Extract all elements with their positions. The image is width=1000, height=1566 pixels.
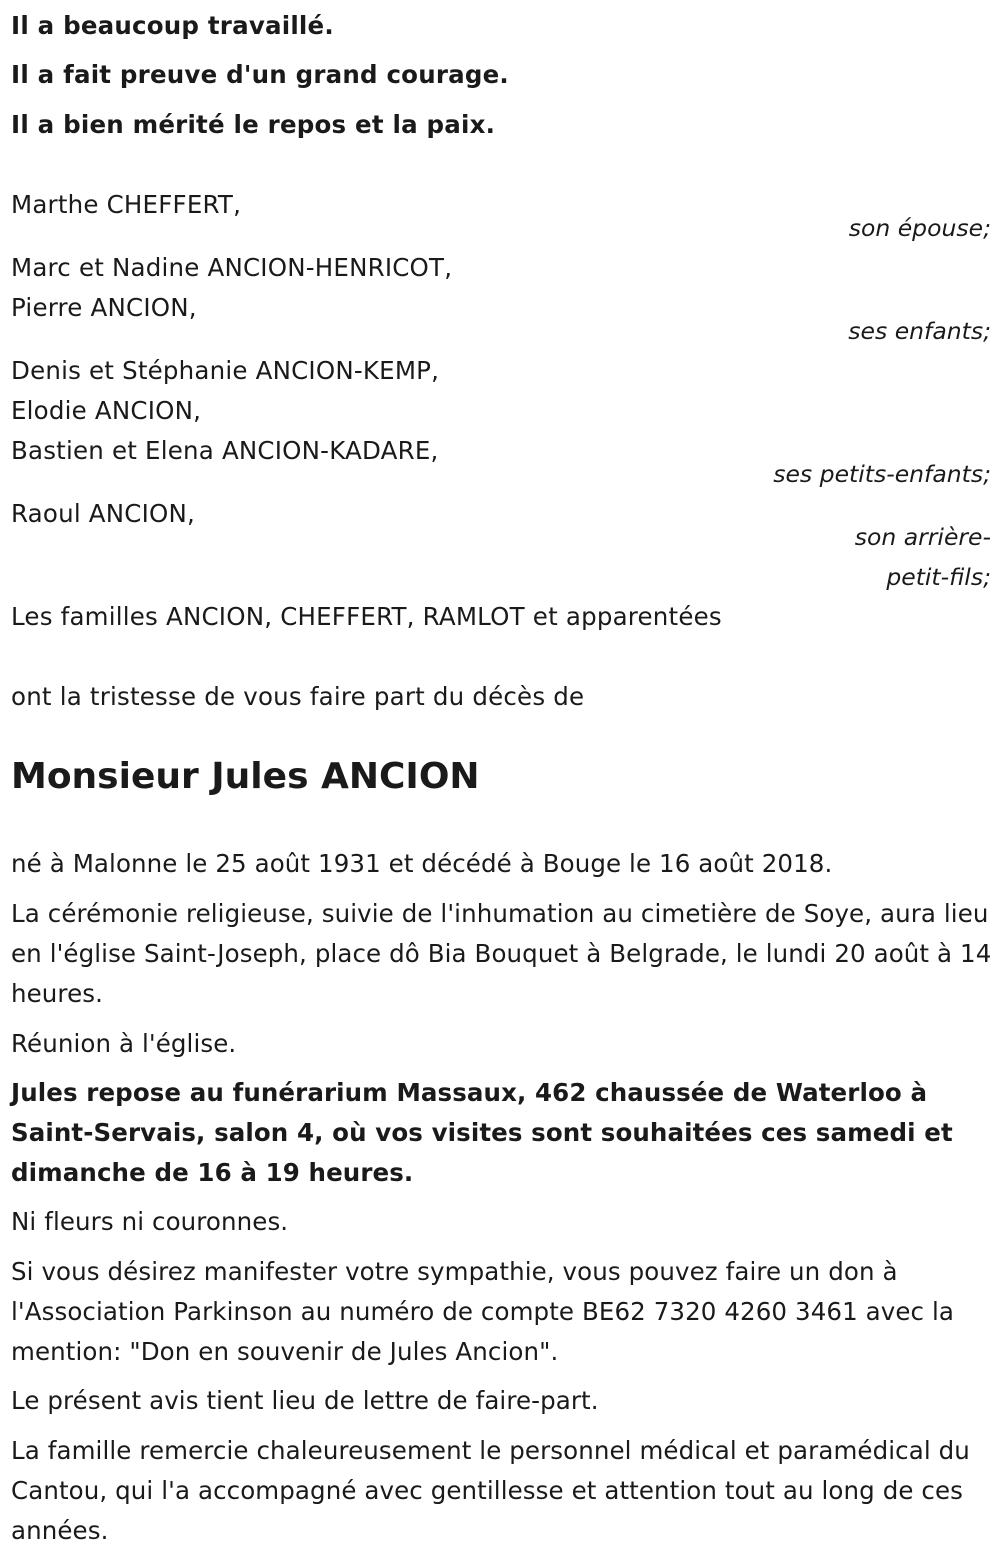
great-grandchild-role-line-1: son arrière- bbox=[854, 523, 991, 551]
birth-death-text: né à Malonne le 25 août 1931 et décédé à Bouge le 16 août 2018. bbox=[11, 849, 833, 878]
spouse-name: Marthe CHEFFERT, bbox=[11, 190, 242, 219]
spouse-role: son épouse; bbox=[848, 214, 991, 242]
extended-families: Les familles ANCION, CHEFFERT, RAMLOT et apparentées bbox=[11, 602, 722, 631]
children-role: ses enfants; bbox=[848, 317, 991, 345]
intro-line-3: Il a bien mérité le repos et la paix. bbox=[11, 110, 496, 139]
meeting-text: Réunion à l'église. bbox=[11, 1029, 237, 1058]
announcement-text: ont la tristesse de vous faire part du décès de bbox=[11, 682, 585, 711]
thanks-text: La famille remercie chaleureusement le personnel médical et paramédical du Cantou, qui l'a accompagné avec gentillesse et attention tout au long de ces années. bbox=[11, 1436, 970, 1545]
great-grandchild-role-line-2: petit-fils; bbox=[886, 563, 991, 591]
notice-text: Le présent avis tient lieu de lettre de faire-part. bbox=[11, 1386, 599, 1415]
deceased-name: Monsieur Jules ANCION bbox=[11, 756, 480, 797]
funeral-home-text: Jules repose au funérarium Massaux, 462 chaussée de Waterloo à Saint-Servais, salon 4, où vos visites sont souhaitées ces samedi et dimanche de 16 à 19 heures. bbox=[11, 1078, 953, 1187]
grandchild-name: Elodie ANCION, bbox=[11, 396, 202, 425]
child-name: Marc et Nadine ANCION-HENRICOT, bbox=[11, 253, 453, 282]
intro-line-1: Il a beaucoup travaillé. bbox=[11, 11, 334, 40]
grandchild-name: Bastien et Elena ANCION-KADARE, bbox=[11, 436, 439, 465]
great-grandchild-name: Raoul ANCION, bbox=[11, 499, 196, 528]
grandchildren-role: ses petits-enfants; bbox=[773, 460, 991, 488]
ceremony-text: La cérémonie religieuse, suivie de l'inhumation au cimetière de Soye, aura lieu en l'église Saint-Joseph, place dô Bia Bouquet à Belgrade, le lundi 20 août à 14 heures. bbox=[11, 899, 992, 1008]
child-name: Pierre ANCION, bbox=[11, 293, 197, 322]
intro-line-2: Il a fait preuve d'un grand courage. bbox=[11, 60, 509, 89]
donation-text: Si vous désirez manifester votre sympathie, vous pouvez faire un don à l'Association Parkinson au numéro de compte BE62 7320 4260 3461 avec la mention: "Don en souvenir de Jules Ancion". bbox=[11, 1257, 955, 1366]
grandchild-name: Denis et Stéphanie ANCION-KEMP, bbox=[11, 356, 440, 385]
flowers-text: Ni fleurs ni couronnes. bbox=[11, 1207, 289, 1236]
